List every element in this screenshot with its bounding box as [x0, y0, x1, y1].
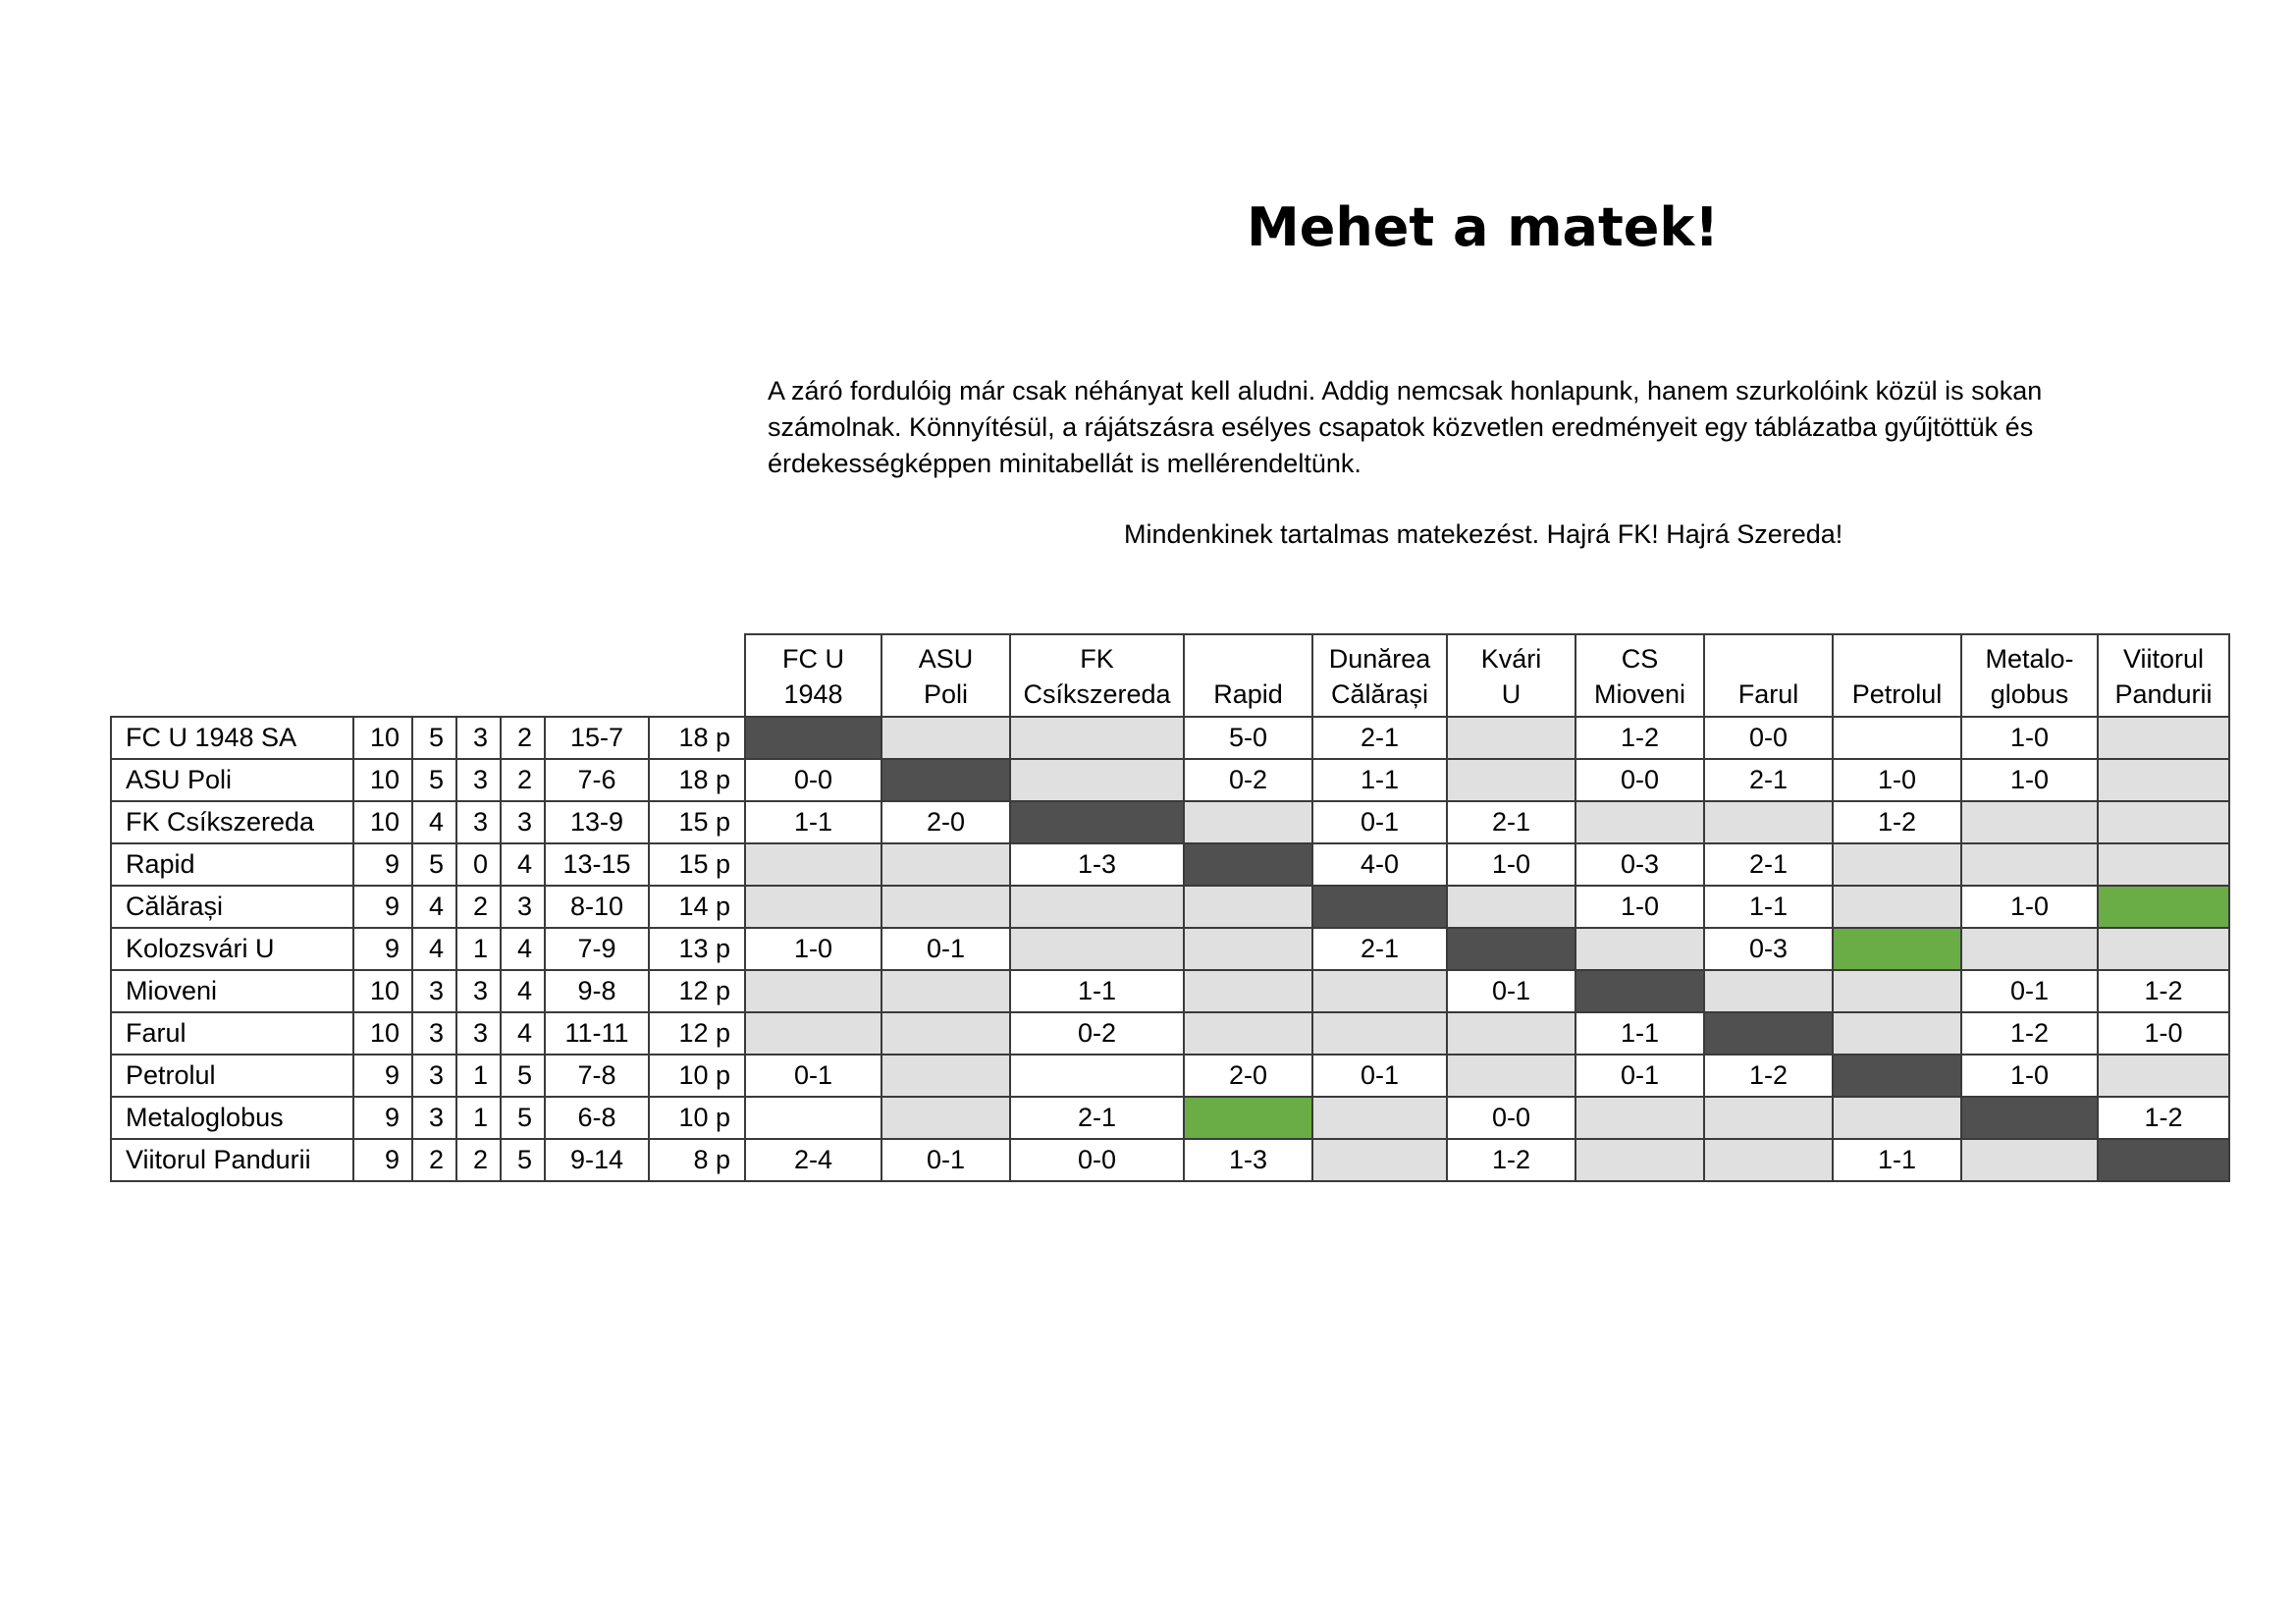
opponent-header-line2: Rapid — [1213, 679, 1283, 709]
result-cell: 4-0 — [1312, 843, 1447, 886]
result-cell — [1010, 886, 1184, 928]
matches-played: 9 — [353, 928, 412, 970]
opponent-header-line1 — [1834, 641, 1960, 677]
team-name: FC U 1948 SA — [111, 717, 353, 759]
team-name: Rapid — [111, 843, 353, 886]
goal-difference: 13-9 — [545, 801, 649, 843]
result-cell — [1312, 1139, 1447, 1181]
result-cell: 0-0 — [745, 759, 881, 801]
opponent-header-line1: Viitorul — [2122, 644, 2205, 674]
result-cell — [1833, 717, 1961, 759]
table-row — [111, 801, 2229, 843]
losses: 2 — [501, 717, 545, 759]
result-cell: 2-0 — [881, 801, 1010, 843]
result-cell: 0-3 — [1575, 843, 1704, 886]
opponent-header-line2: Călărași — [1330, 679, 1429, 709]
team-name: Metaloglobus — [111, 1097, 353, 1139]
table-row — [111, 1055, 2229, 1097]
opponent-header-line2: U — [1501, 679, 1522, 709]
result-cell — [1704, 970, 1833, 1012]
result-cell: 0-0 — [1704, 717, 1833, 759]
page-title: Mehet a matek! — [1247, 196, 1719, 258]
opponent-header — [2098, 634, 2229, 717]
points: 15 p — [649, 801, 745, 843]
table-row — [111, 928, 2229, 970]
result-cell — [1184, 886, 1312, 928]
self-match-cell — [1833, 1055, 1961, 1097]
result-cell: 1-2 — [1575, 717, 1704, 759]
result-cell: 1-1 — [1575, 1012, 1704, 1055]
result-cell: 2-1 — [1704, 843, 1833, 886]
matches-played: 9 — [353, 1055, 412, 1097]
team-name: Călărași — [111, 886, 353, 928]
opponent-header-line2: Poli — [923, 679, 969, 709]
result-cell: 1-0 — [1833, 759, 1961, 801]
result-cell — [1575, 928, 1704, 970]
draws: 3 — [456, 717, 501, 759]
result-cell — [1184, 928, 1312, 970]
result-cell: 0-1 — [1961, 970, 2098, 1012]
opponent-header — [1833, 634, 1961, 717]
result-cell: 1-0 — [1447, 843, 1575, 886]
matches-played: 10 — [353, 717, 412, 759]
goal-difference: 7-9 — [545, 928, 649, 970]
wins: 5 — [412, 759, 456, 801]
wins: 4 — [412, 886, 456, 928]
losses: 5 — [501, 1055, 545, 1097]
goal-difference: 9-8 — [545, 970, 649, 1012]
result-cell — [1961, 928, 2098, 970]
points: 12 p — [649, 970, 745, 1012]
losses: 4 — [501, 970, 545, 1012]
result-cell: 5-0 — [1184, 717, 1312, 759]
result-cell — [1704, 1097, 1833, 1139]
opponent-header-line2: Petrolul — [1851, 679, 1943, 709]
goal-difference: 9-14 — [545, 1139, 649, 1181]
result-cell — [881, 970, 1010, 1012]
result-cell — [881, 1097, 1010, 1139]
result-cell: 1-2 — [1447, 1139, 1575, 1181]
wins: 4 — [412, 928, 456, 970]
result-cell — [1010, 717, 1184, 759]
result-cell — [881, 717, 1010, 759]
self-match-cell — [1961, 1097, 2098, 1139]
result-cell: 1-0 — [1575, 886, 1704, 928]
losses: 3 — [501, 886, 545, 928]
draws: 1 — [456, 1097, 501, 1139]
result-cell — [1447, 717, 1575, 759]
goal-difference: 15-7 — [545, 717, 649, 759]
team-name: Viitorul Pandurii — [111, 1139, 353, 1181]
matches-played: 10 — [353, 801, 412, 843]
opponent-header-line1: CS — [1621, 644, 1659, 674]
points: 10 p — [649, 1055, 745, 1097]
result-cell: 1-0 — [2098, 1012, 2229, 1055]
points: 8 p — [649, 1139, 745, 1181]
wins: 4 — [412, 801, 456, 843]
table-row — [111, 1097, 2229, 1139]
draws: 2 — [456, 886, 501, 928]
wins: 5 — [412, 717, 456, 759]
result-cell — [1961, 801, 2098, 843]
losses: 2 — [501, 759, 545, 801]
closing-line: Mindenkinek tartalmas matekezést. Hajrá FK! Hajrá Szereda! — [1124, 519, 1843, 549]
result-cell: 2-1 — [1312, 928, 1447, 970]
result-cell — [1447, 1055, 1575, 1097]
result-cell — [1961, 1139, 2098, 1181]
result-cell: 0-1 — [1312, 801, 1447, 843]
team-name: Petrolul — [111, 1055, 353, 1097]
wins: 5 — [412, 843, 456, 886]
result-cell — [1184, 1012, 1312, 1055]
result-cell — [2098, 843, 2229, 886]
result-cell — [2098, 1055, 2229, 1097]
result-cell — [1184, 970, 1312, 1012]
result-cell: 2-1 — [1447, 801, 1575, 843]
result-cell: 1-0 — [1961, 1055, 2098, 1097]
result-cell: 2-4 — [745, 1139, 881, 1181]
goal-difference: 11-11 — [545, 1012, 649, 1055]
wins: 3 — [412, 1012, 456, 1055]
result-cell: 1-1 — [1704, 886, 1833, 928]
opponent-header-line2: globus — [1990, 679, 2069, 709]
result-cell — [1447, 759, 1575, 801]
points: 15 p — [649, 843, 745, 886]
opponent-header-line1: Dunărea — [1328, 644, 1431, 674]
result-cell: 2-0 — [1184, 1055, 1312, 1097]
matches-played: 9 — [353, 843, 412, 886]
result-cell — [2098, 717, 2229, 759]
goal-difference: 6-8 — [545, 1097, 649, 1139]
result-cell: 0-2 — [1010, 1012, 1184, 1055]
team-name: Mioveni — [111, 970, 353, 1012]
self-match-cell — [2098, 1139, 2229, 1181]
opponent-header — [1312, 634, 1447, 717]
wins: 3 — [412, 970, 456, 1012]
self-match-cell — [881, 759, 1010, 801]
result-cell — [1447, 886, 1575, 928]
goal-difference: 13-15 — [545, 843, 649, 886]
result-cell: 0-1 — [881, 1139, 1010, 1181]
result-cell: 0-2 — [1184, 759, 1312, 801]
opponent-header — [1447, 634, 1575, 717]
result-cell — [2098, 928, 2229, 970]
result-cell: 1-2 — [1961, 1012, 2098, 1055]
losses: 4 — [501, 843, 545, 886]
result-cell: 1-3 — [1184, 1139, 1312, 1181]
result-cell — [1833, 1097, 1961, 1139]
team-name: ASU Poli — [111, 759, 353, 801]
opponent-header — [1704, 634, 1833, 717]
result-cell — [1833, 970, 1961, 1012]
team-name: FK Csíkszereda — [111, 801, 353, 843]
draws: 3 — [456, 759, 501, 801]
opponent-header-line1: Kvári — [1480, 644, 1542, 674]
losses: 3 — [501, 801, 545, 843]
result-cell — [1575, 1097, 1704, 1139]
result-cell — [1312, 970, 1447, 1012]
points: 10 p — [649, 1097, 745, 1139]
result-cell — [1312, 1012, 1447, 1055]
draws: 1 — [456, 1055, 501, 1097]
result-cell: 1-2 — [2098, 970, 2229, 1012]
opponent-header-line2: Pandurii — [2114, 679, 2213, 709]
result-cell: 0-1 — [881, 928, 1010, 970]
points: 13 p — [649, 928, 745, 970]
table-row — [111, 759, 2229, 801]
result-cell — [1833, 886, 1961, 928]
points: 12 p — [649, 1012, 745, 1055]
opponent-header-line2: 1948 — [783, 679, 843, 709]
intro-paragraph: A záró fordulóig már csak néhányat kell aludni. Addig nemcsak honlapunk, hanem szurkolóink közül is sokan számolnak. Könnyítésül, a rájátszásra esélyes csapatok közvetlen eredményeit egy táblázatba gyűjtöttük és érdekességképpen minitabellát is mellérendeltünk. — [768, 376, 2043, 478]
table-row — [111, 1139, 2229, 1181]
result-cell — [1704, 1139, 1833, 1181]
wins: 2 — [412, 1139, 456, 1181]
losses: 5 — [501, 1139, 545, 1181]
self-match-cell — [1575, 970, 1704, 1012]
opponent-header — [1184, 634, 1312, 717]
standings-body — [111, 717, 2229, 1181]
result-cell: 1-0 — [1961, 759, 2098, 801]
result-cell: 0-0 — [1447, 1097, 1575, 1139]
losses: 4 — [501, 1012, 545, 1055]
draws: 3 — [456, 801, 501, 843]
result-cell — [1184, 801, 1312, 843]
result-cell — [745, 843, 881, 886]
result-cell — [1312, 1097, 1447, 1139]
opponent-header — [1961, 634, 2098, 717]
opponent-header-line2: Farul — [1737, 679, 1799, 709]
table-row — [111, 843, 2229, 886]
matches-played: 10 — [353, 759, 412, 801]
result-cell: 1-2 — [1833, 801, 1961, 843]
draws: 0 — [456, 843, 501, 886]
result-cell — [1833, 928, 1961, 970]
table-row — [111, 717, 2229, 759]
draws: 3 — [456, 970, 501, 1012]
result-cell: 0-1 — [745, 1055, 881, 1097]
goal-difference: 7-8 — [545, 1055, 649, 1097]
result-cell — [1575, 801, 1704, 843]
column-header-row — [111, 634, 2229, 717]
result-cell: 0-0 — [1575, 759, 1704, 801]
result-cell: 0-1 — [1447, 970, 1575, 1012]
result-cell — [2098, 759, 2229, 801]
result-cell — [881, 1055, 1010, 1097]
team-name: Farul — [111, 1012, 353, 1055]
result-cell: 1-1 — [1833, 1139, 1961, 1181]
goal-difference: 8-10 — [545, 886, 649, 928]
draws: 1 — [456, 928, 501, 970]
result-cell: 2-1 — [1010, 1097, 1184, 1139]
result-cell — [881, 886, 1010, 928]
result-cell: 2-1 — [1312, 717, 1447, 759]
opponent-header-line1: FC U — [782, 644, 844, 674]
wins: 3 — [412, 1055, 456, 1097]
opponent-header-line1: Metalo- — [1985, 644, 2074, 674]
opponent-header-line2: Mioveni — [1593, 679, 1686, 709]
result-cell — [2098, 886, 2229, 928]
opponent-header — [1010, 634, 1184, 717]
points: 14 p — [649, 886, 745, 928]
result-cell: 1-1 — [1010, 970, 1184, 1012]
result-cell — [1961, 843, 2098, 886]
self-match-cell — [1704, 1012, 1833, 1055]
self-match-cell — [1312, 886, 1447, 928]
result-cell: 0-0 — [1010, 1139, 1184, 1181]
result-cell: 1-1 — [1312, 759, 1447, 801]
table-row — [111, 886, 2229, 928]
result-cell — [881, 1012, 1010, 1055]
result-cell: 1-1 — [745, 801, 881, 843]
result-cell — [745, 1097, 881, 1139]
opponent-header — [745, 634, 881, 717]
result-cell: 2-1 — [1704, 759, 1833, 801]
opponent-header-line1 — [1185, 641, 1311, 677]
result-cell: 0-1 — [1575, 1055, 1704, 1097]
team-name: Kolozsvári U — [111, 928, 353, 970]
result-cell — [1447, 1012, 1575, 1055]
standings-table — [110, 633, 2230, 1182]
table-row — [111, 1012, 2229, 1055]
result-cell — [1833, 843, 1961, 886]
matches-played: 10 — [353, 1012, 412, 1055]
result-cell: 1-2 — [2098, 1097, 2229, 1139]
losses: 4 — [501, 928, 545, 970]
result-cell — [1184, 1097, 1312, 1139]
result-cell: 0-1 — [1312, 1055, 1447, 1097]
result-cell: 0-3 — [1704, 928, 1833, 970]
opponent-header-line2: Csíkszereda — [1023, 679, 1171, 709]
wins: 3 — [412, 1097, 456, 1139]
opponent-header-line1: FK — [1080, 644, 1114, 674]
result-cell: 1-2 — [1704, 1055, 1833, 1097]
self-match-cell — [1010, 801, 1184, 843]
points: 18 p — [649, 759, 745, 801]
result-cell — [1010, 759, 1184, 801]
result-cell — [745, 970, 881, 1012]
self-match-cell — [745, 717, 881, 759]
result-cell: 1-0 — [1961, 886, 2098, 928]
result-cell: 1-0 — [745, 928, 881, 970]
table-row — [111, 970, 2229, 1012]
result-cell — [1010, 1055, 1184, 1097]
result-cell — [745, 1012, 881, 1055]
opponent-header-line1 — [1705, 641, 1832, 677]
result-cell — [1704, 801, 1833, 843]
points: 18 p — [649, 717, 745, 759]
self-match-cell — [1447, 928, 1575, 970]
matches-played: 9 — [353, 1139, 412, 1181]
result-cell: 1-3 — [1010, 843, 1184, 886]
result-cell — [2098, 801, 2229, 843]
draws: 2 — [456, 1139, 501, 1181]
result-cell — [1010, 928, 1184, 970]
result-cell: 1-0 — [1961, 717, 2098, 759]
goal-difference: 7-6 — [545, 759, 649, 801]
draws: 3 — [456, 1012, 501, 1055]
result-cell — [881, 843, 1010, 886]
opponent-header — [1575, 634, 1704, 717]
matches-played: 10 — [353, 970, 412, 1012]
result-cell — [745, 886, 881, 928]
matches-played: 9 — [353, 1097, 412, 1139]
opponent-header — [881, 634, 1010, 717]
opponent-header-line1: ASU — [918, 644, 974, 674]
losses: 5 — [501, 1097, 545, 1139]
result-cell — [1575, 1139, 1704, 1181]
matches-played: 9 — [353, 886, 412, 928]
self-match-cell — [1184, 843, 1312, 886]
result-cell — [1833, 1012, 1961, 1055]
